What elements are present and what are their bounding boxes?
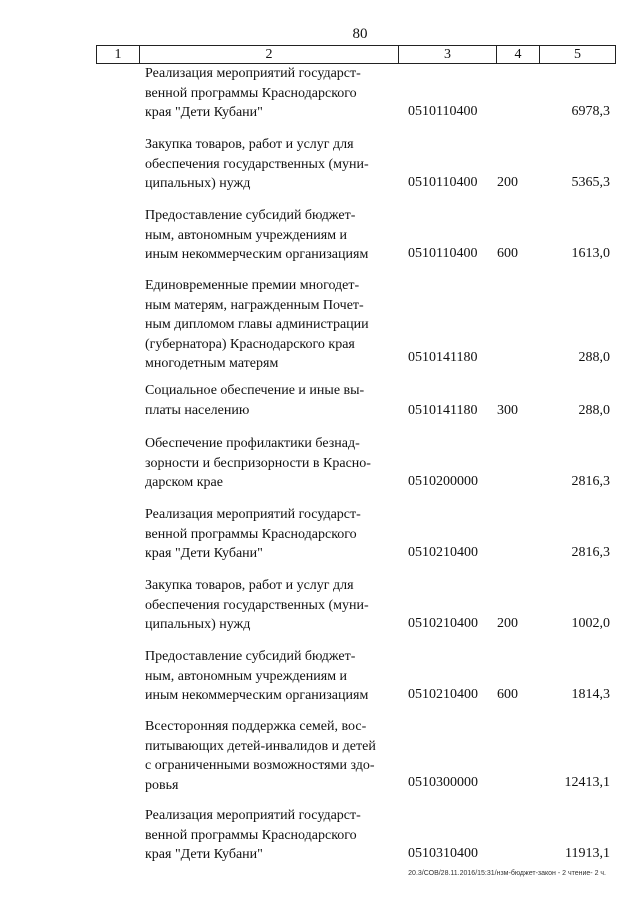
- column-header-row: [96, 45, 616, 64]
- row-amount: 5365,3: [571, 175, 610, 190]
- row-description: Предоставление субсидий бюджет- ным, автономным учреждениям и иным некоммерческим организациям: [145, 649, 369, 703]
- row-amount: 288,0: [578, 403, 610, 418]
- table-row: [0, 647, 640, 727]
- row-code: 0510110400: [408, 104, 478, 119]
- table-row: [0, 276, 640, 371]
- row-expense-type: 600: [497, 246, 518, 261]
- row-code: 0510141180: [408, 350, 478, 365]
- row-amount: 1002,0: [571, 616, 610, 631]
- row-description: Всесторонняя поддержка семей, вос- питывающих детей-инвалидов и детей с ограниченными возможностями здо- ровья: [145, 719, 376, 793]
- row-amount: 288,0: [578, 350, 610, 365]
- row-expense-type: 300: [497, 403, 518, 418]
- row-amount: 12413,1: [564, 775, 610, 790]
- row-amount: 6978,3: [571, 104, 610, 119]
- row-code: 0510200000: [408, 474, 478, 489]
- row-description: Реализация мероприятий государст- венной программы Краснодарского края "Дети Кубани": [145, 66, 361, 120]
- page-number: 80: [352, 26, 368, 42]
- row-code: 0510210400: [408, 687, 478, 702]
- column-header-5: 5: [574, 47, 581, 62]
- table-row: [0, 505, 640, 585]
- row-description: Социальное обеспечение и иные вы- платы населению: [145, 383, 365, 418]
- row-description: Единовременные премии многодет- ным матерям, награжденным Почет- ным дипломом главы администрации (губернатора) Краснодарского края многодетным матерям: [145, 278, 369, 371]
- column-header-3: 3: [399, 46, 497, 63]
- column-header-4: 4: [497, 46, 540, 63]
- row-amount: 2816,3: [571, 474, 610, 489]
- row-amount: 2816,3: [571, 545, 610, 560]
- row-code: 0510141180: [408, 403, 478, 418]
- row-code: 0510110400: [408, 175, 478, 190]
- row-description: Закупка товаров, работ и услуг для обеспечения государственных (муни- ципальных) нужд: [145, 137, 369, 191]
- row-amount: 11913,1: [565, 846, 610, 861]
- row-description: Предоставление субсидий бюджет- ным, автономным учреждениям и иным некоммерческим организациям: [145, 208, 369, 262]
- row-description: Реализация мероприятий государст- венной программы Краснодарского края "Дети Кубани": [145, 808, 361, 862]
- row-expense-type: 200: [497, 175, 518, 190]
- row-expense-type: 200: [497, 616, 518, 631]
- table-row: [0, 206, 640, 286]
- table-row: [0, 135, 640, 215]
- row-expense-type: 600: [497, 687, 518, 702]
- document-footer-stamp: 20.3/СОВ/28.11.2016/15:31/нзм-бюджет-закон - 2 чтение- 2 ч.: [408, 870, 606, 877]
- row-code: 0510210400: [408, 616, 478, 631]
- row-description: Реализация мероприятий государст- венной программы Краснодарского края "Дети Кубани": [145, 507, 361, 561]
- table-row: [0, 64, 640, 144]
- row-amount: 1613,0: [571, 246, 610, 261]
- row-code: 0510310400: [408, 846, 478, 861]
- row-code: 0510210400: [408, 545, 478, 560]
- column-header-1: 1: [97, 46, 140, 63]
- row-amount: 1814,3: [571, 687, 610, 702]
- row-description: Закупка товаров, работ и услуг для обеспечения государственных (муни- ципальных) нужд: [145, 578, 369, 632]
- row-code: 0510110400: [408, 246, 478, 261]
- table-row: [0, 576, 640, 656]
- row-code: 0510300000: [408, 775, 478, 790]
- table-row: [0, 434, 640, 514]
- column-header-2: 2: [140, 46, 399, 63]
- table-row: [0, 717, 640, 797]
- row-description: Обеспечение профилактики безнад- зорности и беспризорности в Красно- дарском крае: [145, 436, 371, 490]
